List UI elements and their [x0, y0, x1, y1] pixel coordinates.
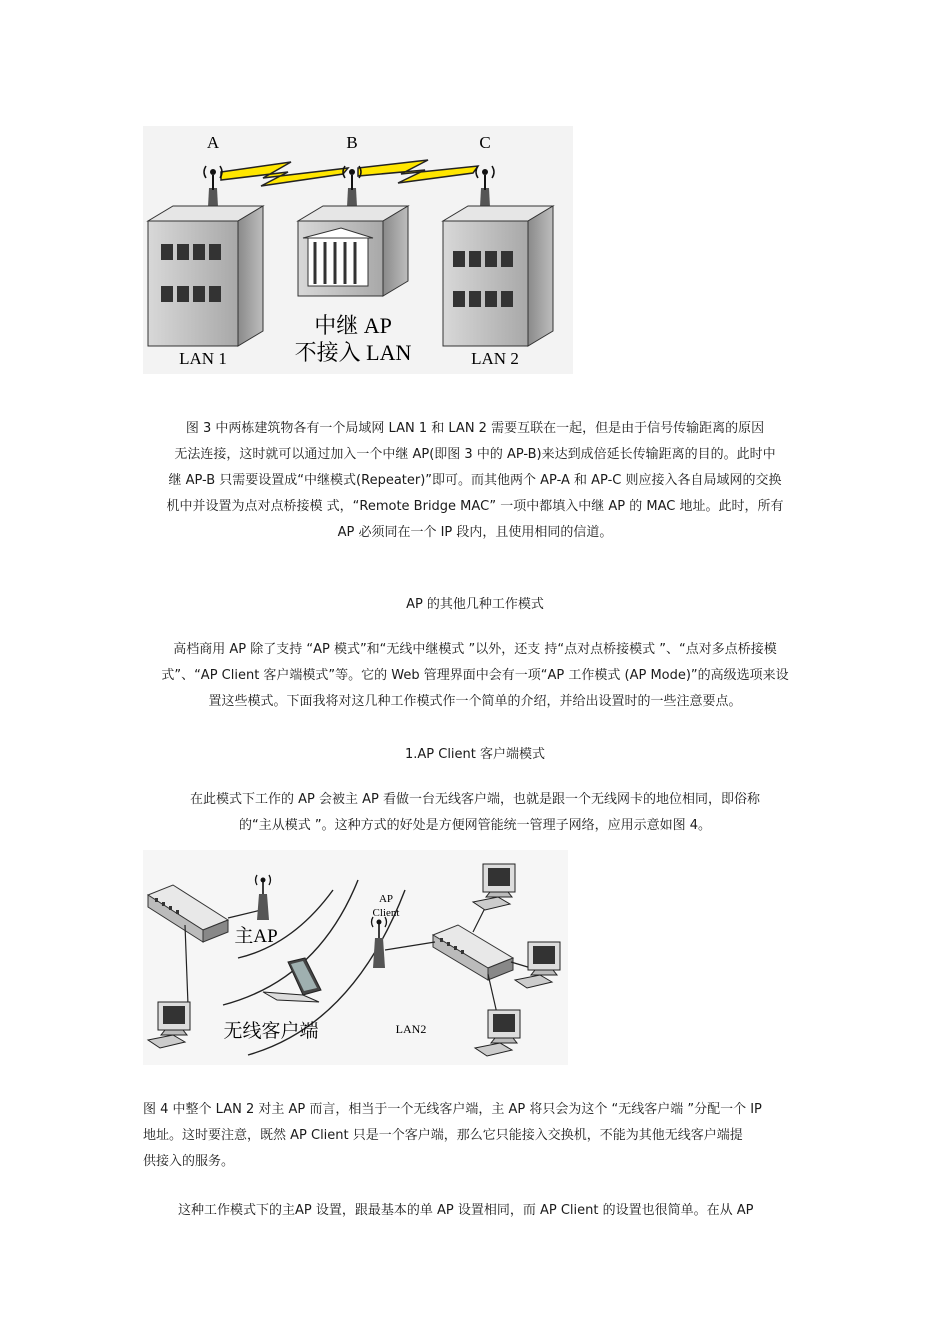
text-line: 式”、“AP Client 客户端模式”等。它的 Web 管理界面中会有一项“AP 工作模式 (AP Mode)”的高级选项来设: [161, 668, 789, 683]
ap-client-label-line2: Client: [372, 907, 400, 919]
relay-ap-sublabel: 不接入 LAN: [294, 340, 412, 365]
paragraph-lan2: [143, 1097, 823, 1175]
paragraph-repeater: [140, 416, 810, 546]
text-line: 图 3 中两栋建筑物各有一个局域网 LAN 1 和 LAN 2 需要互联在一起，但是由于信号传输距离的原因: [185, 421, 765, 436]
text-line: 图 4 中整个 LAN 2 对主 AP 而言，相当于一个无线客户端，主 AP 将只会为这个 “无线客户端 ”分配一个 IP: [143, 1102, 762, 1117]
paragraph-modes: [140, 637, 810, 715]
section-heading-modes: AP 的其他几种工作模式: [406, 597, 544, 612]
ap-client-label-line1: AP: [378, 893, 394, 905]
text-line: 高档商用 AP 除了支持 “AP 模式”和“无线中继模式 ”以外，还支 持“点对点桥接模式 ”、“点对多点桥接模: [173, 642, 777, 657]
lan1-label: LAN 1: [179, 349, 227, 368]
paragraph-ap-client: [140, 787, 810, 839]
ap-label-c: C: [479, 133, 491, 152]
ap-label-b: B: [346, 133, 358, 152]
building-c-icon: [443, 206, 553, 346]
lan2-label: LAN2: [395, 1022, 427, 1036]
repeater-network-diagram: [143, 126, 573, 374]
text-line: 置这些模式。下面我将对这几种工作模式作一个简单的介绍，并给出设置时的一些注意要点。: [208, 694, 742, 709]
text-line: 机中并设置为点对点桥接模 式，“Remote Bridge MAC” 一项中都填入中继 AP 的 MAC 地址。此时，所有: [166, 499, 784, 514]
text-line: 继 AP-B 只需要设置成“中继模式(Repeater)”即可。而其他两个 AP-A 和 AP-C 则应接入各自局域网的交换: [168, 473, 782, 488]
text-line: 的“主从模式 ”。这种方式的好处是方便网管能统一管理子网络，应用示意如图 4。: [238, 818, 711, 833]
main-ap-label: 主AP: [234, 926, 278, 947]
text-line: 地址。这时要注意，既然 AP Client 只是一个客户端，那么它只能接入交换机，不能为其他无线客户端提: [143, 1128, 743, 1143]
figure-3: [143, 126, 573, 374]
ap-client-network-diagram: [143, 850, 568, 1065]
text-line: AP 必须同在一个 IP 段内，且使用相同的信道。: [337, 525, 613, 540]
text-line: 这种工作模式下的主AP 设置，跟最基本的单 AP 设置相同，而 AP Client 的设置也很简单。在从 AP: [178, 1203, 754, 1218]
ap-label-a: A: [206, 133, 220, 152]
building-b-icon: [298, 206, 408, 296]
paragraph-setup: [178, 1198, 818, 1224]
text-line: 供接入的服务。: [143, 1154, 235, 1169]
text-line: 在此模式下工作的 AP 会被主 AP 看做一台无线客户端，也就是跟一个无线网卡的地位相同，即俗称: [190, 792, 760, 807]
figure-4: [143, 850, 568, 1065]
lan2-label: LAN 2: [471, 349, 519, 368]
wireless-client-label: 无线客户端: [223, 1021, 319, 1042]
text-line: 无法连接，这时就可以通过加入一个中继 AP(即图 3 中的 AP-B)来达到成倍延长传输距离的目的。此时中: [174, 447, 776, 462]
section-heading-ap-client: 1.AP Client 客户端模式: [404, 747, 546, 762]
relay-ap-label: 中继 AP: [314, 313, 392, 338]
building-a-icon: [148, 206, 263, 346]
